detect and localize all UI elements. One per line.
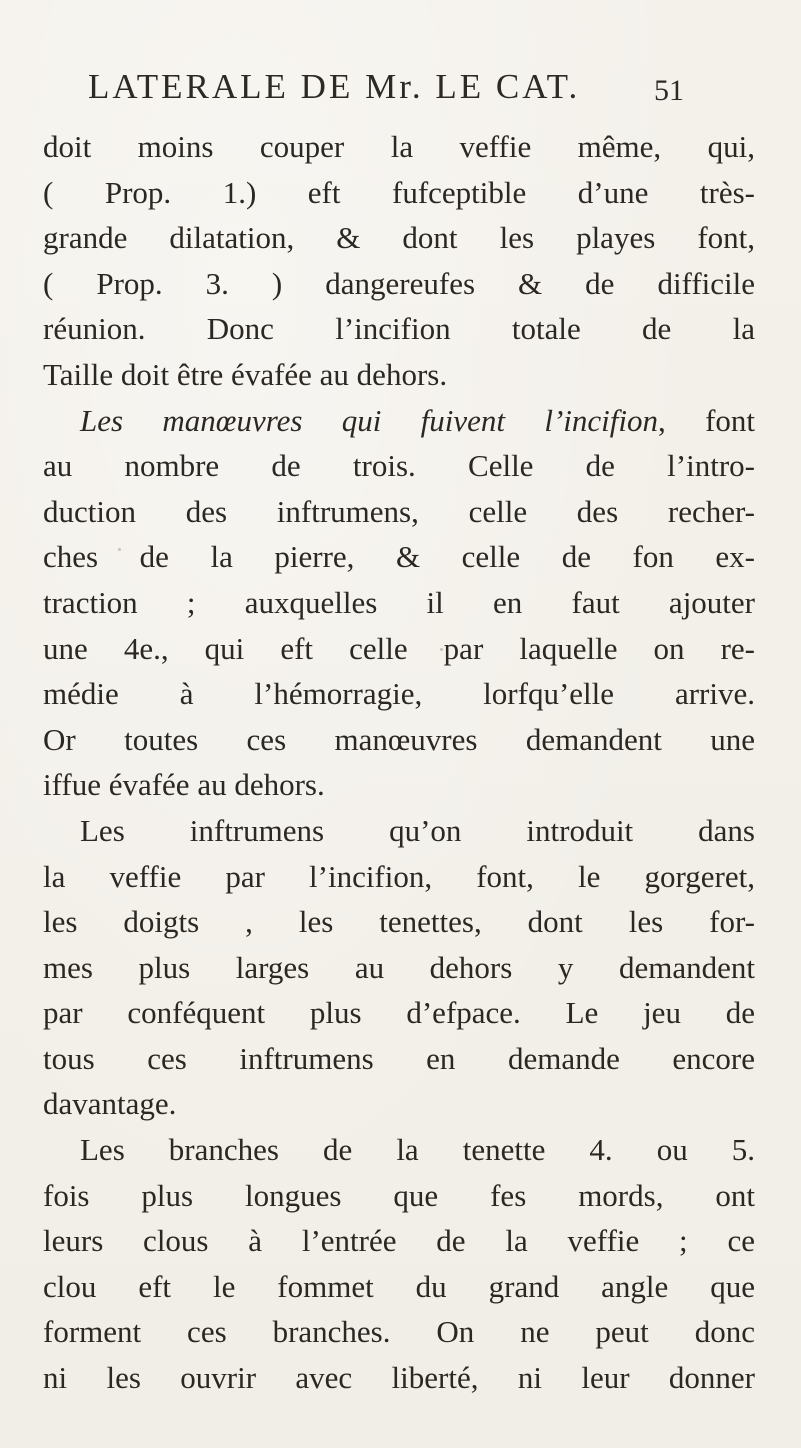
text-line	[43, 352, 755, 398]
line-text: ches de la pierre, & celle de fon ex-	[43, 539, 755, 575]
text-line	[43, 124, 755, 170]
text-line	[43, 899, 755, 945]
line-text: ni les ouvrir avec liberté, ni leur donner	[43, 1360, 755, 1396]
line-text: mes plus larges au dehors y demandent	[43, 949, 755, 985]
line-text: doit moins couper la veffie même, qui,	[43, 129, 755, 164]
text-line	[43, 398, 755, 444]
italic-phrase: Les manœuvres qui fuivent l’incifion	[80, 402, 658, 438]
line-text: Or toutes ces manœuvres demandent une	[43, 721, 755, 757]
line-text: Taille doit être évafée au dehors.	[43, 356, 448, 392]
running-head: LATERALE DE Mr. LE CAT.	[88, 67, 581, 106]
line-text: clou eft le fommet du grand angle que	[43, 1268, 755, 1304]
line-text: ( Prop. 3. ) dangereufes & de difficile	[43, 265, 755, 301]
ink-speck	[118, 548, 121, 551]
text-line	[43, 215, 755, 261]
text-line	[43, 170, 755, 216]
line-text: par conféquent plus d’efpace. Le jeu de	[43, 995, 755, 1031]
line-text: , font	[658, 402, 755, 438]
text-line	[43, 1355, 755, 1401]
line-text: ( Prop. 1.) eft fufceptible d’une très-	[43, 174, 755, 210]
page-header	[0, 62, 801, 112]
text-line	[43, 854, 755, 900]
text-line	[43, 1218, 755, 1264]
line-text: tous ces inftrumens en demande encore	[43, 1040, 755, 1076]
line-text: davantage.	[43, 1086, 177, 1122]
line-text: iffue évafée au dehors.	[43, 767, 325, 803]
line-text: fois plus longues que fes mords, ont	[43, 1177, 755, 1213]
line-text: Les branches de la tenette 4. ou 5.	[80, 1132, 755, 1168]
page-number: 51	[654, 74, 684, 107]
line-text: les doigts , les tenettes, dont les for-	[43, 904, 755, 940]
text-line	[43, 990, 755, 1036]
line-text: traction ; auxquelles il en faut ajouter	[43, 584, 755, 620]
line-text: une 4e., qui eft celle par laquelle on re-	[43, 630, 755, 666]
text-line	[43, 671, 755, 717]
text-line	[43, 1309, 755, 1355]
line-text: médie à l’hémorragie, lorfqu’elle arrive.	[43, 676, 755, 712]
line-text: au nombre de trois. Celle de l’intro-	[43, 448, 755, 484]
line-text: duction des inftrumens, celle des recher-	[43, 493, 755, 529]
ink-speck	[612, 150, 615, 153]
text-line	[43, 717, 755, 763]
line-text: Les inftrumens qu’on introduit dans	[80, 812, 755, 848]
text-line	[43, 534, 755, 580]
text-line	[43, 1081, 755, 1127]
line-text: forment ces branches. On ne peut donc	[43, 1314, 755, 1350]
text-line	[43, 1036, 755, 1082]
text-line	[43, 489, 755, 535]
body-text	[43, 124, 755, 1401]
text-line	[43, 443, 755, 489]
text-line	[43, 808, 755, 854]
line-text: réunion. Donc l’incifion totale de la	[43, 311, 755, 347]
line-text: la veffie par l’incifion, font, le gorgeret,	[43, 858, 755, 894]
text-line	[43, 1264, 755, 1310]
line-text: leurs clous à l’entrée de la veffie ; ce	[43, 1223, 755, 1259]
ink-speck	[440, 648, 443, 651]
text-line	[43, 580, 755, 626]
text-line	[43, 945, 755, 991]
text-line	[43, 1173, 755, 1219]
text-line	[43, 1127, 755, 1173]
line-text: grande dilatation, & dont les playes font,	[43, 220, 755, 256]
text-line	[43, 762, 755, 808]
text-line	[43, 261, 755, 307]
text-line	[43, 306, 755, 352]
text-line	[43, 626, 755, 672]
